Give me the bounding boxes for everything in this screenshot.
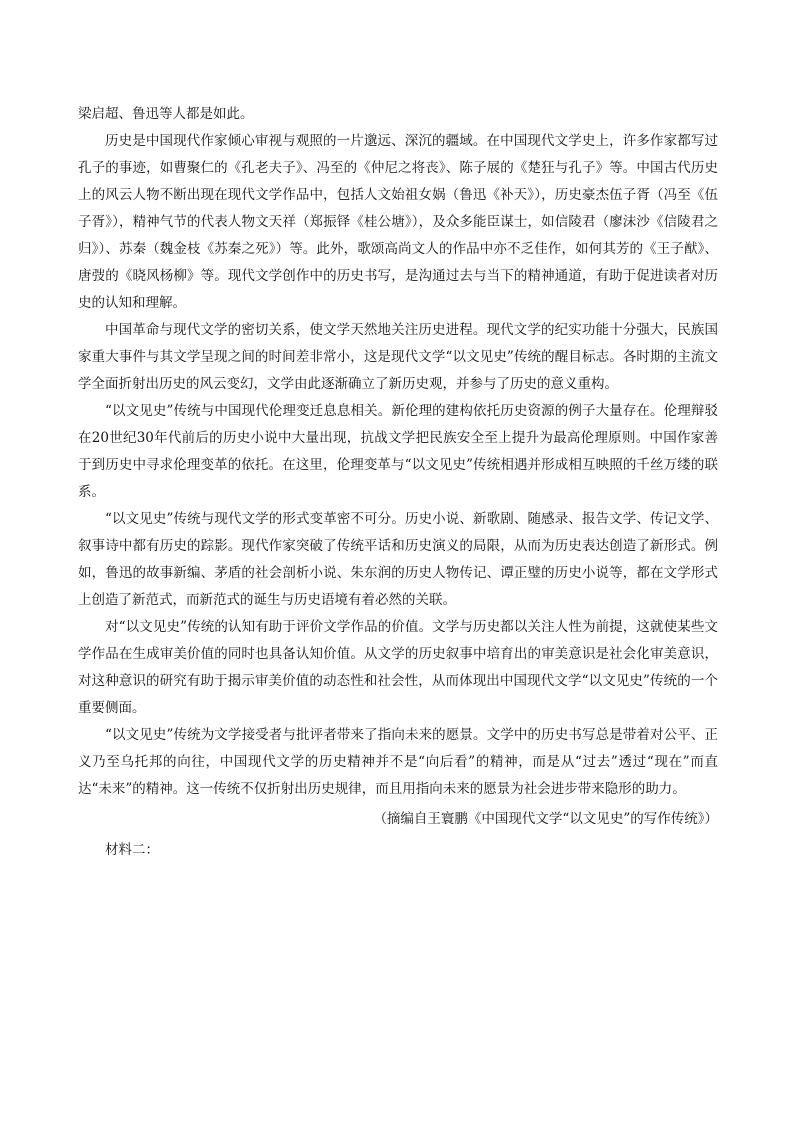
- paragraph-ethics: “以文见史”传统与中国现代伦理变迁息息相关。新伦理的建构依托历史资源的例子大量存在。伦理辩驳在20世纪30年代前后的历史小说中大量出现，抗战文学把民族安全至上提升为最高伦理原则。中国作家善于到历史中寻求伦理变革的依托。在这里，伦理变革与“以文见史”传统相遇并形成相互映照的千丝万缕的联系。: [78, 403, 718, 500]
- paragraph-revolution-literature: 中国革命与现代文学的密切关系，使文学天然地关注历史进程。现代文学的纪实功能十分强大，民族国家重大事件与其文学呈现之间的时间差非常小，这是现代文学“以文见史”传统的醒目标志。各时期的主流文学全面折射出历史的风云变幻，文学由此逐渐确立了新历史观，并参与了历史的意义重构。: [78, 322, 718, 392]
- paragraph-future: “以文见史”传统为文学接受者与批评者带来了指向未来的愿景。文学中的历史书写总是带着对公平、正义乃至乌托邦的向往，中国现代文学的历史精神并不是“向后看”的精神，而是从“过去”透过“现在”而直达“未来”的精神。这一传统不仅折射出历史规律，而且用指向未来的愿景为社会进步带来隐形的助力。: [78, 727, 718, 797]
- paragraph-history-writing: 历史是中国现代作家倾心审视与观照的一片邈远、深沉的疆域。在中国现代文学史上，许多作家都写过孔子的事迹，如曹聚仁的《孔老夫子》、冯至的《仲尼之将丧》、陈子展的《楚狂与孔子》等。中国古代历史上的风云人物不断出现在现代文学作品中，包括人文始祖女娲（鲁迅《补天》），历史豪杰伍子胥（冯至《伍子胥》），精神气节的代表人物文天祥（郑振铎《桂公塘》），及众多能臣谋士，如信陵君（廖沫沙《信陵君之归》）、苏秦（魏金枝《苏秦之死》）等。此外，歌颂高尚文人的作品中亦不乏佳作，如何其芳的《王子猷》、唐弢的《晓风杨柳》等。现代文学创作中的历史书写，是沟通过去与当下的精神通道，有助于促进读者对历史的认知和理解。: [78, 133, 718, 311]
- paragraph-continuation: 梁启超、鲁迅等人都是如此。: [78, 106, 254, 122]
- material-two-label: 材料二：: [105, 842, 159, 858]
- source-citation: （摘编自王寰鹏《中国现代文学“以文见史”的写作传统》）: [373, 811, 718, 827]
- document-page: [78, 101, 718, 864]
- paragraph-value: 对“以文见史”传统的认知有助于评价文学作品的价值。文学与历史都以关注人性为前提，这就使某些文学作品在生成审美价值的同时也具备认知价值。从文学的历史叙事中培育出的审美意识是社会化审美意识，对这种意识的研究有助于揭示审美价值的动态性和社会性，从而体现出中国现代文学“以文见史”传统的一个重要侧面。: [78, 619, 718, 716]
- paragraph-form-reform: “以文见史”传统与现代文学的形式变革密不可分。历史小说、新歌剧、随感录、报告文学、传记文学、叙事诗中都有历史的踪影。现代作家突破了传统平话和历史演义的局限，从而为历史表达创造了新形式。例如，鲁迅的故事新编、茅盾的社会剖析小说、朱东润的历史人物传记、谭正璧的历史小说等，都在文学形式上创造了新范式，而新范式的诞生与历史语境有着必然的关联。: [78, 511, 718, 608]
